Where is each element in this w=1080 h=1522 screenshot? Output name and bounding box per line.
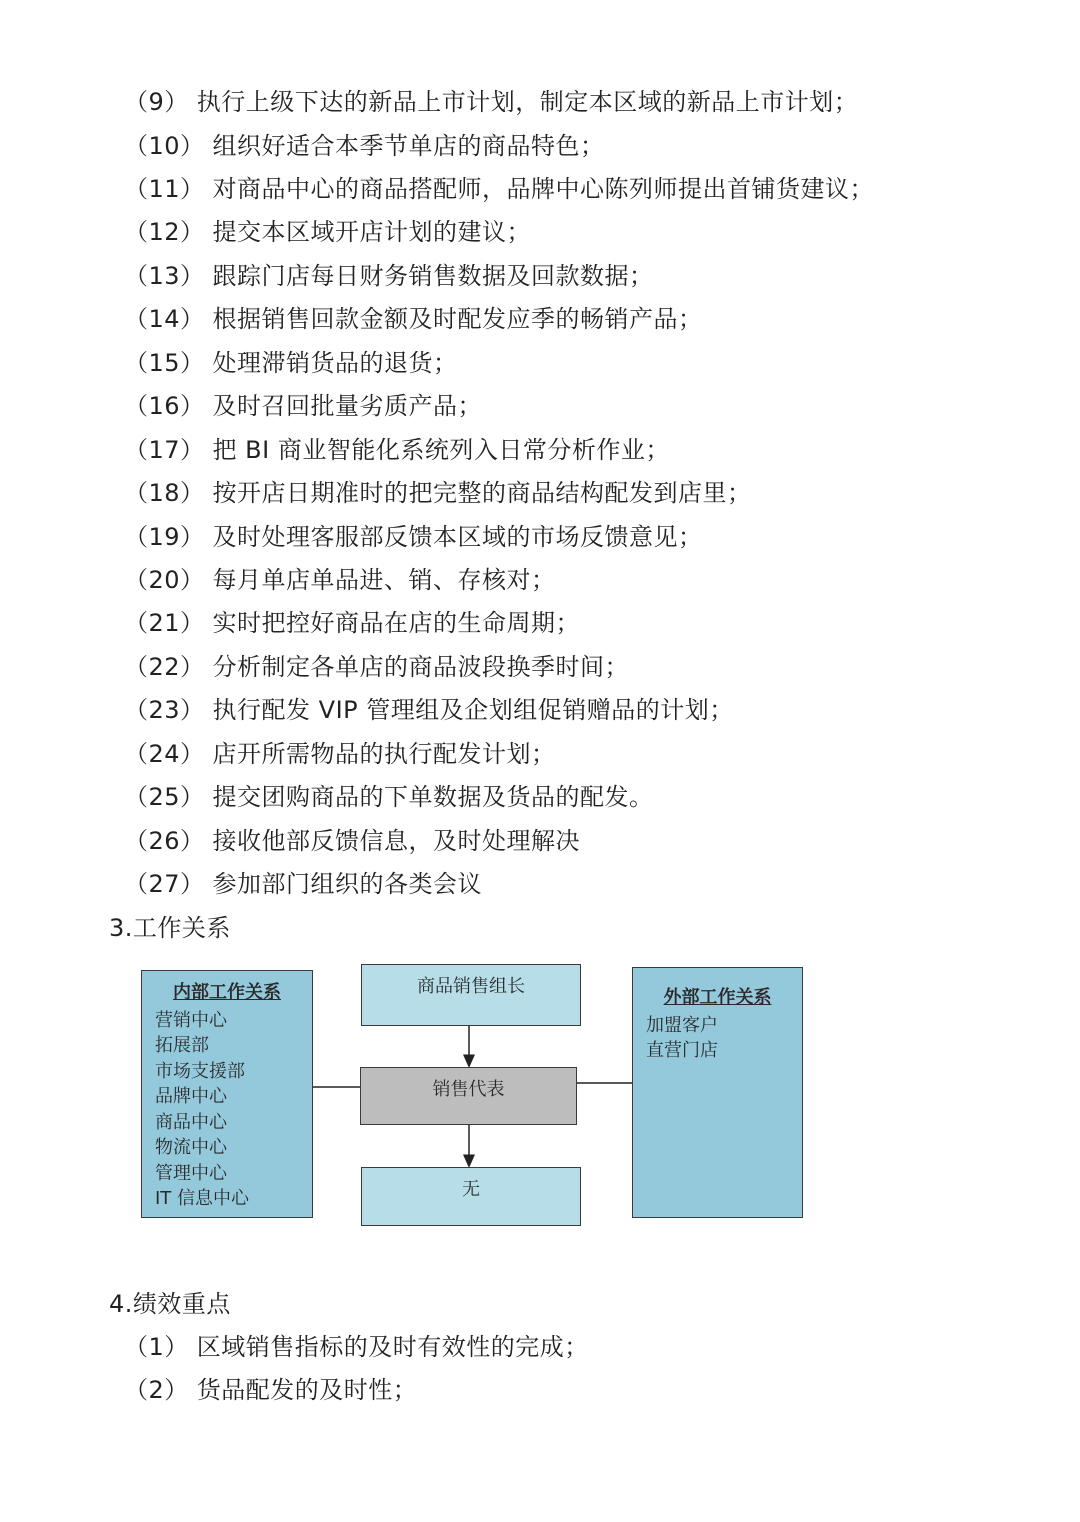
internal-relations-title: 内部工作关系 bbox=[173, 982, 281, 1003]
duty-text: 根据销售回款金额及时配发应季的畅销产品； bbox=[212, 305, 703, 333]
duty-number: （21） bbox=[124, 609, 205, 637]
duty-item bbox=[124, 868, 482, 900]
supervisor-box bbox=[361, 964, 581, 1026]
duty-text: 提交本区域开店计划的建议； bbox=[212, 218, 532, 246]
duty-text: 参加部门组织的各类会议 bbox=[212, 870, 483, 898]
duty-number: （27） bbox=[124, 870, 205, 898]
duty-number: （20） bbox=[124, 566, 205, 594]
duty-item bbox=[124, 825, 580, 857]
duty-number: （19） bbox=[124, 523, 205, 551]
duty-item bbox=[124, 564, 556, 596]
duty-text: 实时把控好商品在店的生命周期； bbox=[212, 609, 581, 637]
duty-number: （12） bbox=[124, 218, 205, 246]
external-relation-item: 加盟客户 bbox=[646, 1014, 718, 1036]
duty-text: 执行上级下达的新品上市计划，制定本区域的新品上市计划； bbox=[196, 88, 859, 116]
duty-text: 把 BI 商业智能化系统列入日常分析作业； bbox=[212, 436, 670, 464]
duty-item bbox=[124, 781, 654, 813]
duty-number: （10） bbox=[124, 132, 205, 160]
internal-relation-item: 营销中心 bbox=[155, 1009, 227, 1031]
performance-number: （1） bbox=[124, 1333, 189, 1361]
duty-item bbox=[124, 651, 629, 683]
duty-text: 提交团购商品的下单数据及货品的配发。 bbox=[212, 783, 654, 811]
external-relations-box bbox=[632, 967, 803, 1218]
performance-number: （2） bbox=[124, 1376, 189, 1404]
duty-item bbox=[124, 173, 874, 205]
duty-text: 处理滞销货品的退货； bbox=[212, 349, 458, 377]
duty-text: 跟踪门店每日财务销售数据及回款数据； bbox=[212, 262, 654, 290]
duty-text: 执行配发 VIP 管理组及企划组促销赠品的计划； bbox=[212, 696, 734, 724]
internal-relation-item: 商品中心 bbox=[155, 1111, 227, 1133]
supervisor-label: 商品销售组长 bbox=[417, 976, 525, 997]
internal-relation-item: 品牌中心 bbox=[155, 1086, 227, 1107]
internal-relation-item: 管理中心 bbox=[155, 1162, 227, 1184]
duty-item bbox=[124, 86, 858, 118]
duty-text: 店开所需物品的执行配发计划； bbox=[212, 740, 556, 768]
duty-number: （25） bbox=[124, 783, 205, 811]
duty-number: （14） bbox=[124, 305, 205, 333]
performance-text: 区域销售指标的及时有效性的完成； bbox=[196, 1333, 589, 1361]
duty-item bbox=[124, 390, 482, 422]
duty-number: （15） bbox=[124, 349, 205, 377]
duty-item bbox=[124, 521, 703, 553]
duty-item bbox=[124, 607, 580, 639]
duty-text: 组织好适合本季节单店的商品特色； bbox=[212, 132, 605, 160]
duty-text: 及时处理客服部反馈本区域的市场反馈意见； bbox=[212, 523, 703, 551]
duty-item bbox=[124, 434, 670, 466]
duty-number: （9） bbox=[124, 88, 189, 116]
duty-number: （17） bbox=[124, 436, 205, 464]
external-relations-list bbox=[633, 1013, 802, 1064]
internal-relations-list bbox=[142, 1008, 312, 1212]
duty-item bbox=[124, 477, 752, 509]
duty-text: 分析制定各单店的商品波段换季时间； bbox=[212, 653, 630, 681]
duty-number: （23） bbox=[124, 696, 205, 724]
sales-rep-label: 销售代表 bbox=[432, 1079, 505, 1100]
duty-text: 每月单店单品进、销、存核对； bbox=[212, 566, 556, 594]
duty-number: （26） bbox=[124, 827, 205, 855]
duty-text: 及时召回批量劣质产品； bbox=[212, 392, 483, 420]
sales-rep-box bbox=[360, 1067, 577, 1125]
duty-item bbox=[124, 216, 531, 248]
section-heading-performance: 4.绩效重点 bbox=[109, 1290, 231, 1318]
duty-number: （24） bbox=[124, 740, 205, 768]
duty-item bbox=[124, 694, 734, 726]
duty-item bbox=[124, 130, 605, 162]
subordinate-box bbox=[361, 1167, 581, 1226]
internal-relation-item: 市场支援部 bbox=[155, 1060, 245, 1082]
external-relation-item: 直营门店 bbox=[646, 1040, 718, 1061]
duty-number: （18） bbox=[124, 479, 205, 507]
internal-relations-box bbox=[141, 970, 313, 1218]
subordinate-label: 无 bbox=[462, 1179, 480, 1200]
external-relations-title: 外部工作关系 bbox=[663, 987, 772, 1008]
duty-number: （22） bbox=[124, 653, 205, 681]
internal-relation-item: 拓展部 bbox=[155, 1035, 209, 1056]
duty-number: （13） bbox=[124, 262, 205, 290]
duty-number: （11） bbox=[124, 175, 205, 203]
duty-text: 对商品中心的商品搭配师，品牌中心陈列师提出首铺货建议； bbox=[212, 175, 875, 203]
internal-relation-item: IT 信息中心 bbox=[155, 1188, 250, 1209]
performance-item bbox=[124, 1374, 417, 1406]
duty-item bbox=[124, 303, 703, 335]
internal-relation-item: 物流中心 bbox=[155, 1137, 227, 1158]
performance-item bbox=[124, 1331, 589, 1363]
duty-item bbox=[124, 260, 654, 292]
performance-text: 货品配发的及时性； bbox=[196, 1376, 418, 1404]
duty-number: （16） bbox=[124, 392, 205, 420]
duty-item bbox=[124, 347, 458, 379]
duty-item bbox=[124, 738, 556, 770]
duty-text: 接收他部反馈信息，及时处理解决 bbox=[212, 827, 581, 855]
duty-text: 按开店日期准时的把完整的商品结构配发到店里； bbox=[212, 479, 752, 507]
section-heading-work-relations: 3.工作关系 bbox=[109, 914, 231, 942]
